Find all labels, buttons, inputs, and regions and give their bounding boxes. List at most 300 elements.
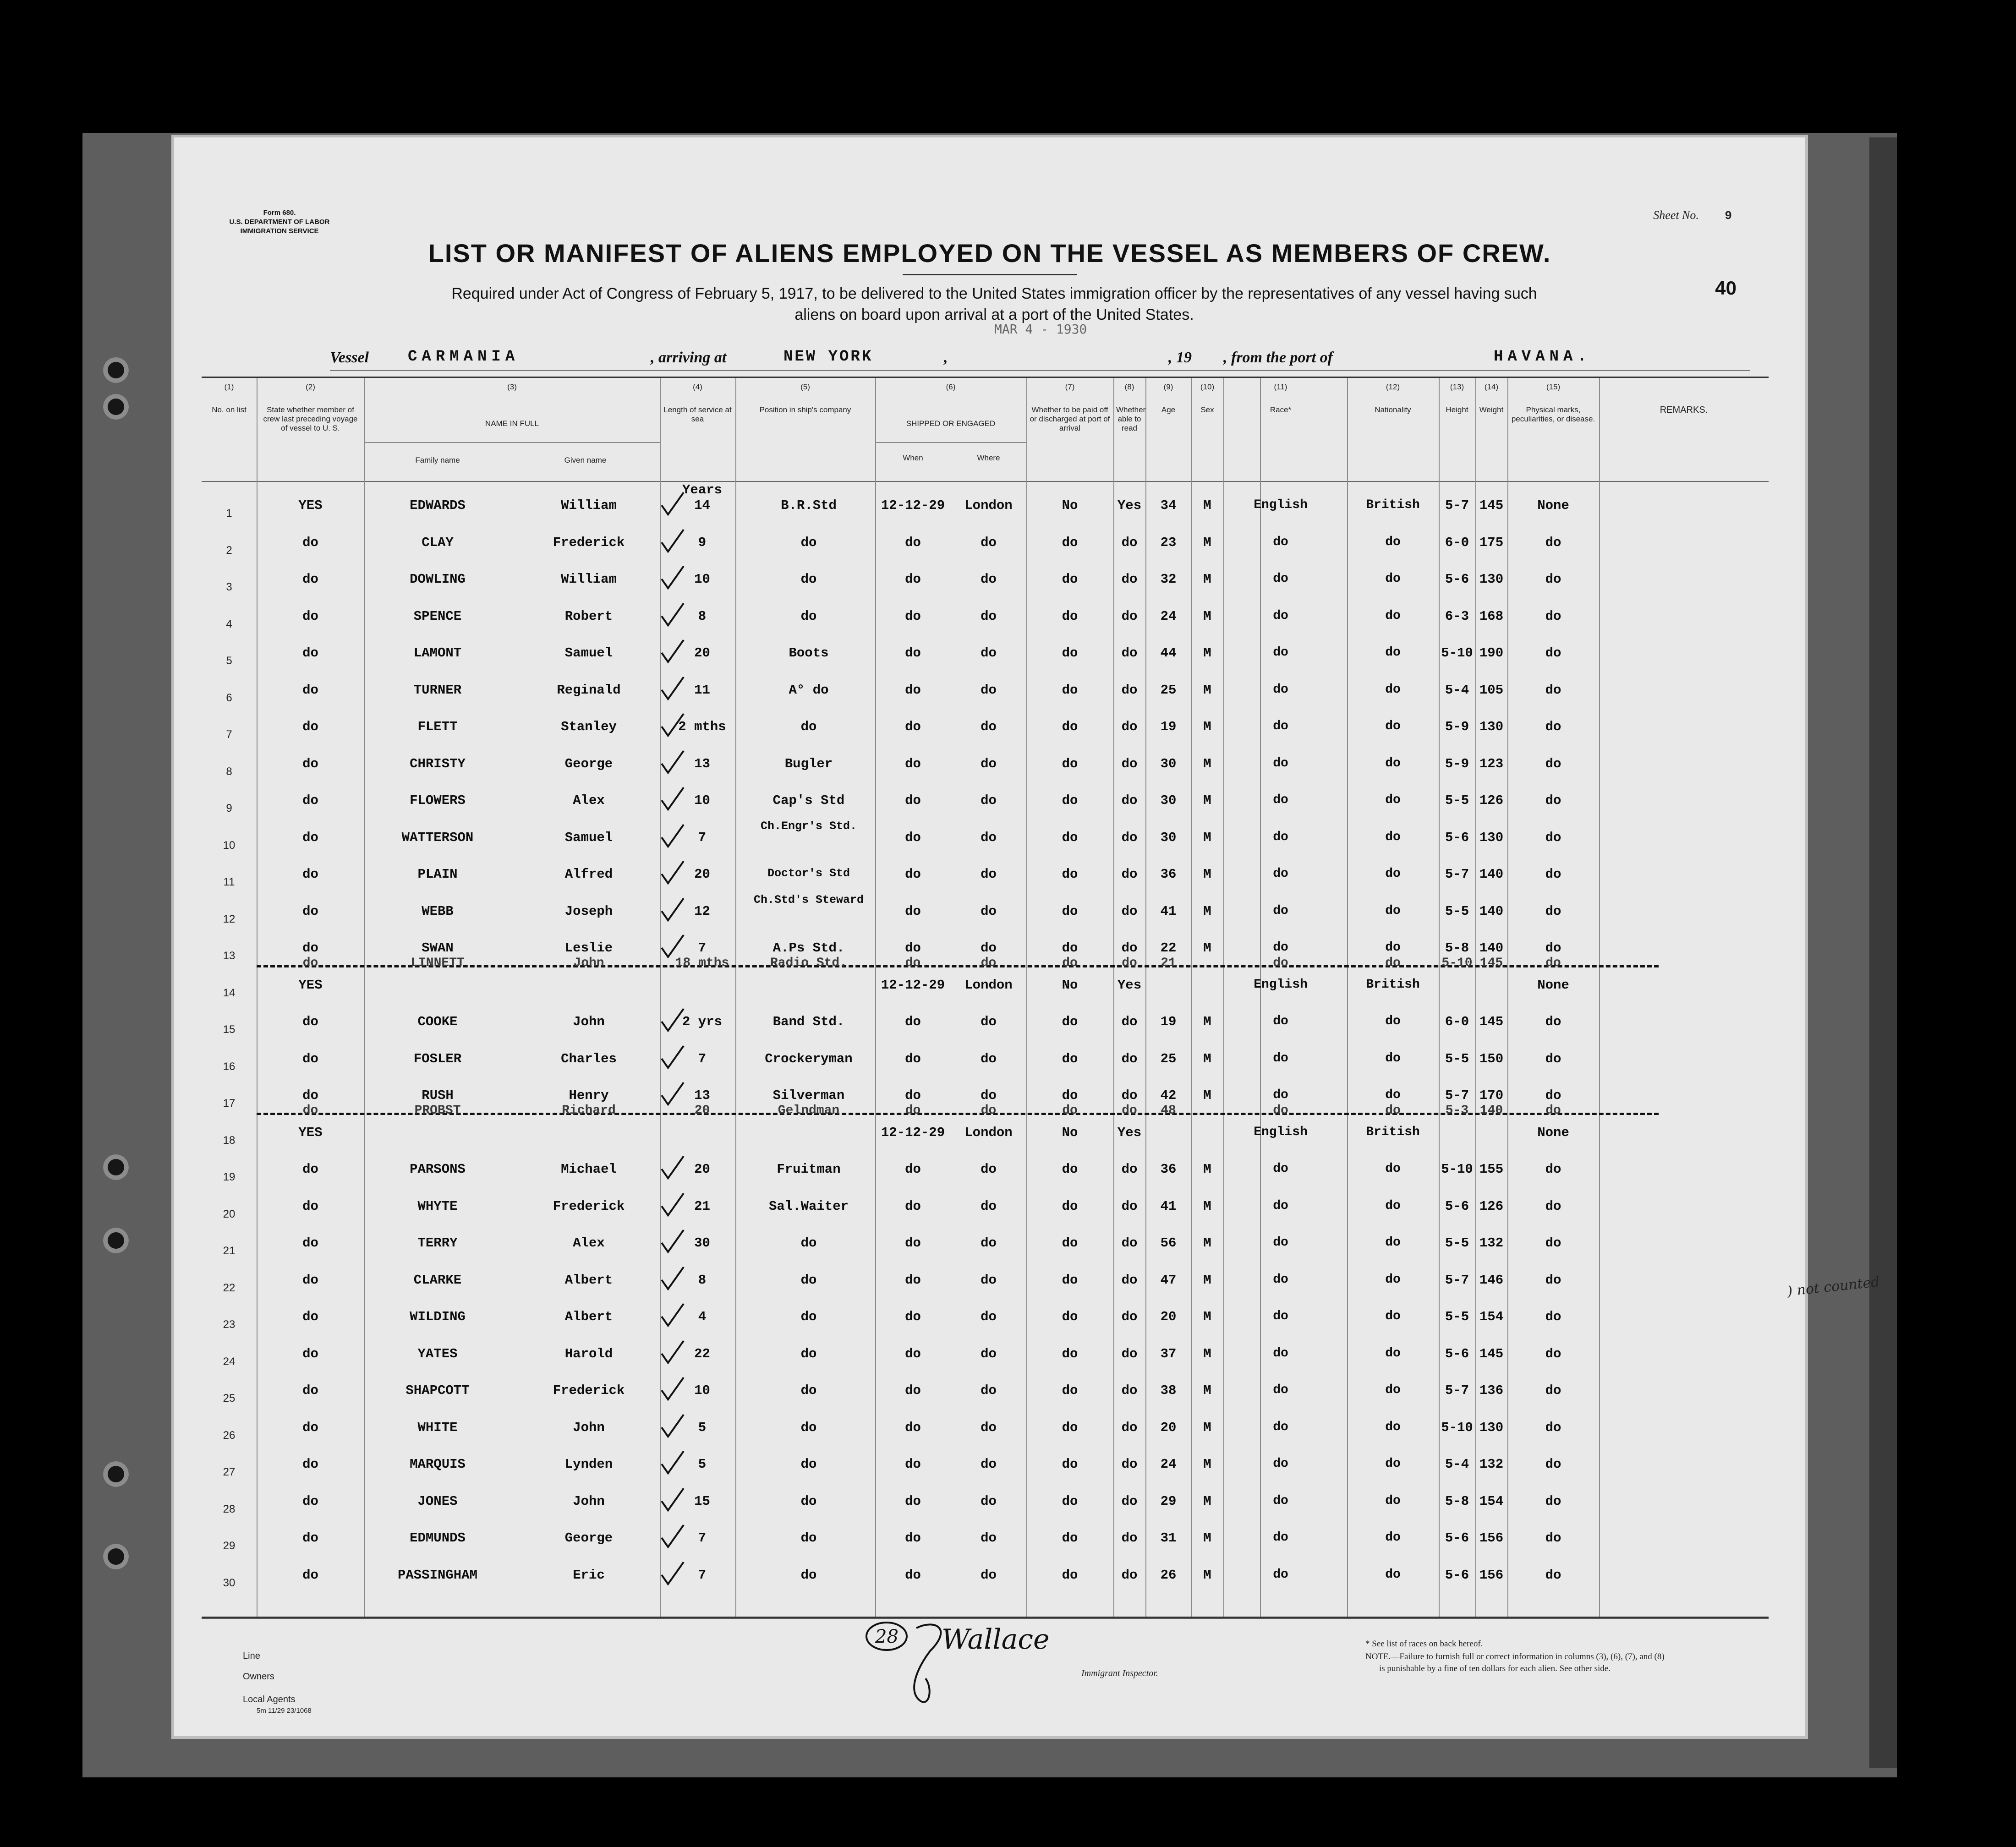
- cell-sex: M: [1203, 1457, 1211, 1472]
- cell-weight: 150: [1479, 1051, 1504, 1066]
- cell-marks: do: [1545, 1457, 1561, 1472]
- cell-when: do: [905, 1309, 921, 1324]
- cell-height: 5-5: [1445, 1051, 1469, 1066]
- cell-family: YATES: [417, 1346, 458, 1361]
- cell-race: do: [1273, 1162, 1288, 1176]
- cell-prev: do: [302, 1014, 318, 1029]
- cell-when: do: [905, 1014, 921, 1029]
- cell-paid: do: [1062, 719, 1078, 734]
- cell-service: 15: [694, 1493, 710, 1509]
- cell-prev: do: [302, 1567, 318, 1583]
- check-mark: [660, 1008, 685, 1033]
- cell-position: Doctor's Std: [767, 867, 850, 880]
- cell-race: do: [1273, 1346, 1288, 1361]
- struck-given: Richard: [562, 1104, 616, 1118]
- cell-read: do: [1121, 1272, 1138, 1288]
- cell-nat: British: [1366, 498, 1420, 512]
- cell-prev: do: [302, 1162, 318, 1177]
- races-note: * See list of races on back hereof.: [1365, 1639, 1483, 1649]
- cell-nat: do: [1385, 1088, 1401, 1102]
- cell-height: 5-9: [1445, 756, 1469, 771]
- crew-table: [202, 377, 1769, 1618]
- column-number: (7): [1065, 383, 1075, 391]
- cell-read: do: [1121, 756, 1138, 771]
- cell-paid: do: [1062, 1567, 1078, 1583]
- cell-service: 7: [698, 1051, 707, 1066]
- cell-when: do: [905, 940, 921, 956]
- binder-hole: [103, 357, 129, 383]
- cell-when: do: [905, 867, 921, 882]
- cell-sex: M: [1203, 719, 1211, 734]
- cell-read: do: [1121, 1198, 1138, 1214]
- cell-prev: do: [302, 1383, 318, 1398]
- cell-marks: do: [1545, 608, 1561, 624]
- row-number: 12: [223, 913, 236, 925]
- cell-age: 22: [1160, 940, 1177, 956]
- cell-nat: do: [1385, 1346, 1401, 1361]
- cell-service: 7: [698, 830, 707, 845]
- cell-position: Boots: [789, 645, 829, 661]
- cell-sex: M: [1203, 608, 1211, 624]
- sheet-value: 9: [1725, 209, 1732, 223]
- cell-paid: do: [1062, 1493, 1078, 1509]
- struck-marks: do: [1545, 956, 1561, 970]
- row-number: 20: [223, 1208, 236, 1220]
- cell-marks: do: [1545, 903, 1561, 919]
- cell-height: 5-4: [1445, 1457, 1469, 1472]
- struck-read: do: [1122, 956, 1137, 970]
- cell-given: Reginald: [557, 682, 621, 698]
- cell-given: Frederick: [553, 1383, 625, 1398]
- cell-position: do: [800, 572, 817, 587]
- cell-family: EDMUNDS: [410, 1530, 466, 1546]
- column-number: (12): [1386, 383, 1400, 391]
- cell-where: do: [981, 1162, 997, 1177]
- cell-age: 24: [1160, 608, 1177, 624]
- cell-weight: 145: [1479, 1346, 1504, 1361]
- cell-read: do: [1121, 1162, 1138, 1177]
- cell-race: do: [1273, 867, 1288, 881]
- cell-sex: M: [1203, 1272, 1211, 1288]
- cell-paid: do: [1062, 1198, 1078, 1214]
- cell-read: Yes: [1117, 1125, 1142, 1140]
- cell-age: 20: [1160, 1420, 1177, 1435]
- column-number: (15): [1546, 383, 1561, 391]
- check-mark: [660, 639, 685, 665]
- cell-position: do: [800, 608, 817, 624]
- column-header: Length of service at sea: [663, 405, 732, 423]
- cell-height: 6-0: [1445, 535, 1469, 550]
- cell-position: Crockeryman: [765, 1051, 853, 1066]
- cell-height: 5-5: [1445, 903, 1469, 919]
- cell-marks: do: [1545, 867, 1561, 882]
- arriving-label: , arriving at: [651, 349, 727, 366]
- cell-when: do: [905, 1272, 921, 1288]
- cell-age: 25: [1160, 1051, 1177, 1066]
- cell-sex: M: [1203, 756, 1211, 771]
- cell-where: do: [981, 608, 997, 624]
- column-header: Sex: [1200, 405, 1214, 414]
- column-header: State whether member of crew last preceding voyage of vessel to U. S.: [263, 405, 358, 432]
- cell-height: 5-6: [1445, 572, 1469, 587]
- cell-family: CLAY: [422, 535, 454, 550]
- check-mark: [660, 1450, 685, 1476]
- cell-age: 23: [1160, 535, 1177, 550]
- cell-weight: 105: [1479, 682, 1504, 698]
- check-mark: [660, 602, 685, 628]
- cell-height: 5-10: [1441, 1420, 1473, 1435]
- cell-age: 30: [1160, 830, 1177, 845]
- cell-family: COOKE: [417, 1014, 458, 1029]
- cell-where: do: [981, 756, 997, 771]
- cell-service: 9: [698, 535, 707, 550]
- cell-age: 41: [1160, 903, 1177, 919]
- cell-family: SWAN: [422, 940, 454, 956]
- row-number: 25: [223, 1392, 236, 1404]
- cell-family: TERRY: [417, 1235, 458, 1251]
- cell-paid: do: [1062, 940, 1078, 956]
- cell-nat: do: [1385, 1309, 1401, 1323]
- cell-read: do: [1121, 1530, 1138, 1546]
- cell-prev: do: [302, 830, 318, 845]
- cell-given: Stanley: [561, 719, 617, 734]
- row-number: 10: [223, 839, 236, 852]
- cell-paid: do: [1062, 1051, 1078, 1066]
- cell-nat: do: [1385, 535, 1401, 549]
- sheet-label: Sheet No.: [1653, 208, 1699, 222]
- cell-paid: do: [1062, 1014, 1078, 1029]
- cell-age: 26: [1160, 1567, 1177, 1583]
- struck-service: 20: [694, 1104, 710, 1118]
- row-number: 28: [223, 1503, 236, 1515]
- cell-race: do: [1273, 1051, 1288, 1066]
- service: IMMIGRATION SERVICE: [240, 227, 319, 235]
- cell-read: do: [1121, 572, 1138, 587]
- cell-when: do: [905, 1162, 921, 1177]
- cell-read: do: [1121, 1567, 1138, 1583]
- cell-sex: M: [1203, 1346, 1211, 1361]
- struck-race: do: [1273, 1104, 1288, 1118]
- row-number: 1: [226, 507, 232, 519]
- check-mark: [660, 676, 685, 702]
- cell-sex: M: [1203, 535, 1211, 550]
- struck-race: do: [1273, 956, 1288, 970]
- cell-nat: do: [1385, 1493, 1401, 1508]
- cell-paid: do: [1062, 1420, 1078, 1435]
- cell-family: WATTERSON: [401, 830, 474, 845]
- cell-nat: do: [1385, 793, 1401, 807]
- cell-weight: 140: [1479, 867, 1504, 882]
- cell-service: 7: [698, 940, 707, 956]
- cell-nat: do: [1385, 682, 1401, 697]
- cell-given: George: [564, 756, 613, 771]
- cell-marks: do: [1545, 1235, 1561, 1251]
- cell-weight: 154: [1479, 1493, 1504, 1509]
- cell-read: do: [1121, 1420, 1138, 1435]
- cell-service: 5: [698, 1420, 707, 1435]
- cell-service: 22: [694, 1346, 710, 1361]
- cell-height: 5-9: [1445, 719, 1469, 734]
- cell-family: FOSLER: [413, 1051, 462, 1066]
- cell-given: Robert: [564, 608, 613, 624]
- row-number: 9: [226, 802, 232, 814]
- cell-nat: do: [1385, 572, 1401, 586]
- cell-weight: 132: [1479, 1235, 1504, 1251]
- cell-where: do: [981, 1493, 997, 1509]
- cell-service: 7: [698, 1530, 707, 1546]
- cell-prev: YES: [298, 977, 323, 993]
- cell-nat: do: [1385, 1420, 1401, 1434]
- struck-where: do: [981, 1104, 997, 1118]
- cell-paid: do: [1062, 1272, 1078, 1288]
- cell-paid: do: [1062, 1162, 1078, 1177]
- cell-prev: do: [302, 940, 318, 956]
- vessel-label: Vessel: [330, 349, 369, 366]
- cell-given: John: [573, 1014, 605, 1029]
- subtitle-line: Required under Act of Congress of February 5, 1917, to be delivered to the United States immigration officer by the representatives of any vessel having such: [451, 285, 1537, 302]
- cell-weight: 156: [1479, 1567, 1504, 1583]
- cell-height: 5-4: [1445, 682, 1469, 698]
- subtitle: [330, 283, 1659, 325]
- cell-age: 38: [1160, 1383, 1177, 1398]
- manifest-sheet: [174, 137, 1805, 1736]
- cell-read: do: [1121, 645, 1138, 661]
- check-mark: [660, 1414, 685, 1439]
- cell-read: do: [1121, 830, 1138, 845]
- cell-height: 5-7: [1445, 867, 1469, 882]
- cell-position: Silverman: [772, 1088, 845, 1103]
- cell-age: 19: [1160, 1014, 1177, 1029]
- cell-nat: do: [1385, 830, 1401, 844]
- cell-age: 47: [1160, 1272, 1177, 1288]
- cell-family: SPENCE: [413, 608, 462, 624]
- cell-age: 42: [1160, 1088, 1177, 1103]
- row-number: 2: [226, 544, 232, 557]
- vessel-name: CARMANIA: [408, 348, 520, 366]
- line-label: Line: [243, 1651, 260, 1661]
- row-number: 22: [223, 1281, 236, 1294]
- row-number: 18: [223, 1134, 236, 1147]
- print-code: 5m 11/29 23/1068: [257, 1707, 312, 1715]
- cell-race: do: [1273, 1493, 1288, 1508]
- struck-service: 18 mths: [675, 956, 729, 970]
- cell-prev: do: [302, 1309, 318, 1324]
- cell-weight: 123: [1479, 756, 1504, 771]
- cell-marks: None: [1537, 1125, 1569, 1140]
- cell-sex: M: [1203, 645, 1211, 661]
- check-mark: [660, 787, 685, 812]
- cell-where: do: [981, 903, 997, 919]
- struck-prev: do: [302, 1104, 318, 1118]
- cell-where: do: [981, 719, 997, 734]
- check-mark: [660, 1155, 685, 1181]
- cell-height: 5-6: [1445, 1198, 1469, 1214]
- cell-paid: do: [1062, 903, 1078, 919]
- cell-family: EDWARDS: [410, 498, 466, 513]
- cell-given: Lynden: [564, 1457, 613, 1472]
- cell-where: do: [981, 1014, 997, 1029]
- cell-marks: None: [1537, 498, 1569, 513]
- cell-given: Samuel: [564, 645, 613, 661]
- check-mark: [660, 1045, 685, 1071]
- cell-prev: do: [302, 1272, 318, 1288]
- cell-race: do: [1273, 830, 1288, 844]
- check-mark: [660, 1561, 685, 1587]
- cell-when: do: [905, 1493, 921, 1509]
- cell-race: English: [1254, 977, 1308, 992]
- cell-marks: do: [1545, 1162, 1561, 1177]
- cell-race: do: [1273, 940, 1288, 955]
- form-header: [202, 208, 357, 236]
- cell-when: do: [905, 793, 921, 808]
- cell-age: 41: [1160, 1198, 1177, 1214]
- cell-age: 36: [1160, 867, 1177, 882]
- cell-sex: M: [1203, 1014, 1211, 1029]
- cell-prev: do: [302, 719, 318, 734]
- cell-position: Fruitman: [777, 1162, 841, 1177]
- binder-edge: [1869, 137, 1897, 1768]
- where-header: Where: [977, 454, 1000, 462]
- cell-prev: do: [302, 535, 318, 550]
- cell-prev: do: [302, 682, 318, 698]
- row-number: 29: [223, 1540, 236, 1552]
- cell-when: do: [905, 830, 921, 845]
- cell-read: do: [1121, 1346, 1138, 1361]
- cell-prev: do: [302, 867, 318, 882]
- cell-nat: do: [1385, 903, 1401, 918]
- cell-race: do: [1273, 1309, 1288, 1323]
- column-number: (5): [800, 383, 810, 391]
- cell-where: do: [981, 572, 997, 587]
- department: U.S. DEPARTMENT OF LABOR: [229, 218, 330, 226]
- row-number: 27: [223, 1466, 236, 1478]
- cell-read: do: [1121, 1088, 1138, 1103]
- cell-sex: M: [1203, 1051, 1211, 1066]
- struck-given: John: [573, 956, 604, 970]
- cell-given: Alex: [573, 793, 605, 808]
- year-label: , 19: [1168, 349, 1192, 366]
- fine-note-cont: is punishable by a fine of ten dollars for each alien. See other side.: [1379, 1664, 1611, 1673]
- cell-paid: do: [1062, 1383, 1078, 1398]
- struck-weight: 140: [1479, 1104, 1503, 1118]
- cell-race: do: [1273, 903, 1288, 918]
- check-mark: [660, 1303, 685, 1328]
- cell-given: Samuel: [564, 830, 613, 845]
- cell-weight: 145: [1479, 1014, 1504, 1029]
- cell-race: do: [1273, 608, 1288, 623]
- column-header: Nationality: [1375, 405, 1411, 414]
- cell-read: do: [1121, 1383, 1138, 1398]
- cell-race: English: [1254, 498, 1308, 512]
- given-name-header: Given name: [564, 456, 607, 464]
- cell-marks: do: [1545, 1493, 1561, 1509]
- check-mark: [660, 1266, 685, 1292]
- cell-position: do: [800, 1309, 817, 1324]
- binder-hole: [103, 1228, 129, 1253]
- struck-family: LINNETT: [411, 956, 465, 970]
- cell-given: Alfred: [564, 867, 613, 882]
- cell-prev: do: [302, 1457, 318, 1472]
- cell-height: 5-6: [1445, 1530, 1469, 1546]
- cell-where: do: [981, 1235, 997, 1251]
- struck-age: 21: [1161, 956, 1176, 970]
- cell-when: do: [905, 645, 921, 661]
- cell-weight: 156: [1479, 1530, 1504, 1546]
- cell-paid: do: [1062, 1530, 1078, 1546]
- binder-hole: [103, 394, 129, 420]
- cell-service: 5: [698, 1457, 707, 1472]
- cell-where: do: [981, 1383, 997, 1398]
- column-divider: [735, 378, 736, 1617]
- column-header: Position in ship's company: [759, 405, 851, 414]
- cell-weight: 130: [1479, 719, 1504, 734]
- cell-read: do: [1121, 1051, 1138, 1066]
- cell-nat: British: [1366, 1125, 1420, 1139]
- cell-prev: YES: [298, 1125, 323, 1140]
- cell-sex: M: [1203, 940, 1211, 956]
- cell-given: George: [564, 1530, 613, 1546]
- struck-position: Gelndman: [778, 1104, 840, 1118]
- cell-family: WHITE: [417, 1420, 458, 1435]
- page-title: LIST OR MANIFEST OF ALIENS EMPLOYED ON THE VESSEL AS MEMBERS OF CREW.: [428, 239, 1551, 268]
- cell-race: do: [1273, 1457, 1288, 1471]
- cell-paid: do: [1062, 645, 1078, 661]
- header-rule: [202, 481, 1769, 482]
- cell-service: 21: [694, 1198, 710, 1214]
- cell-sex: M: [1203, 1383, 1211, 1398]
- column-number: (3): [507, 383, 517, 391]
- cell-position: do: [800, 1420, 817, 1435]
- cell-marks: do: [1545, 1309, 1561, 1324]
- cell-given: Joseph: [564, 903, 613, 919]
- cell-marks: do: [1545, 830, 1561, 845]
- cell-service: 8: [698, 1272, 707, 1288]
- cell-position: Ch.Std's Steward: [753, 893, 864, 907]
- cell-prev: do: [302, 1346, 318, 1361]
- cell-race: do: [1273, 1088, 1288, 1102]
- cell-height: 5-6: [1445, 1346, 1469, 1361]
- cell-prev: do: [302, 1493, 318, 1509]
- cell-read: do: [1121, 535, 1138, 550]
- cell-sex: M: [1203, 572, 1211, 587]
- binder-hole: [103, 1461, 129, 1487]
- column-number: (13): [1450, 383, 1464, 391]
- fine-note: NOTE.—Failure to furnish full or correct information in columns (3), (6), (7), and (8): [1365, 1652, 1665, 1661]
- check-mark: [660, 897, 685, 923]
- cell-position: do: [800, 719, 817, 734]
- struck-when: do: [905, 1104, 921, 1118]
- header-subrule: [364, 442, 660, 443]
- column-header: Physical marks, peculiarities, or disease.: [1511, 405, 1595, 423]
- cell-position: Cap's Std: [772, 793, 845, 808]
- cell-race: do: [1273, 535, 1288, 549]
- cell-marks: do: [1545, 682, 1561, 698]
- cell-service: 14: [694, 498, 710, 513]
- cell-paid: do: [1062, 793, 1078, 808]
- cell-prev: do: [302, 1235, 318, 1251]
- struck-nat: do: [1385, 956, 1401, 970]
- cell-family: CLARKE: [413, 1272, 462, 1288]
- cell-sex: M: [1203, 682, 1211, 698]
- struck-height: 5-10: [1441, 956, 1473, 970]
- cell-paid: do: [1062, 830, 1078, 845]
- cell-marks: do: [1545, 1198, 1561, 1214]
- cell-paid: do: [1062, 572, 1078, 587]
- cell-weight: 140: [1479, 903, 1504, 919]
- cell-prev: do: [302, 1530, 318, 1546]
- cell-race: do: [1273, 572, 1288, 586]
- cell-sex: M: [1203, 1162, 1211, 1177]
